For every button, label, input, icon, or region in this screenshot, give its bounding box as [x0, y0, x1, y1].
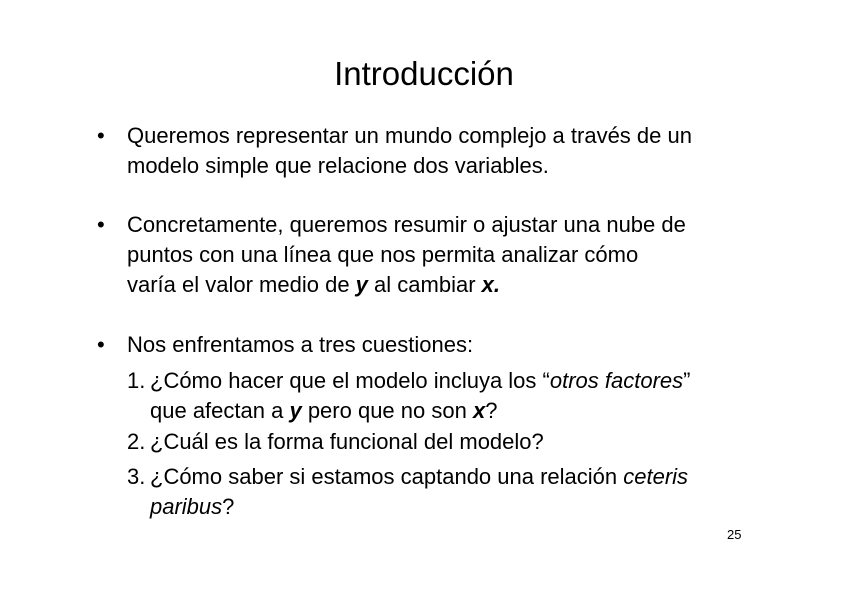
slide-title: Introducción — [334, 55, 514, 92]
question-number: 1. — [127, 368, 146, 393]
text-run: varía el valor medio de — [127, 272, 356, 297]
bullet-line — [127, 270, 686, 300]
text-run: ? — [485, 398, 498, 423]
bullet-text — [127, 121, 692, 181]
italic-run: paribus — [150, 494, 223, 519]
bullet-marker: • — [97, 332, 105, 357]
question-line — [150, 396, 690, 426]
variable-y: y — [289, 398, 302, 423]
italic-run: ceteris — [623, 464, 689, 489]
variable-x: x — [472, 398, 486, 423]
bullet-marker: • — [97, 123, 105, 148]
text-run: pero que no son — [301, 398, 473, 423]
bullet-text — [127, 210, 686, 300]
question-number: 2. — [127, 429, 146, 454]
bullet-line: Nos enfrentamos a tres cuestiones: — [127, 332, 474, 357]
question-line — [150, 462, 688, 492]
question-text — [150, 366, 690, 426]
bullet-line: puntos con una línea que nos permita analizar cómo — [127, 242, 639, 267]
bullet-marker: • — [97, 212, 105, 237]
text-run: que afectan a — [150, 398, 290, 423]
text-run: ¿Cómo saber si estamos captando una relación — [150, 464, 624, 489]
text-run: ¿Cómo hacer que el modelo incluya los “ — [150, 368, 550, 393]
bullet-line: Concretamente, queremos resumir o ajustar una nube de — [127, 212, 686, 237]
question-line — [150, 366, 690, 396]
variable-y: y — [355, 272, 368, 297]
question-text — [150, 427, 544, 457]
text-run: ? — [222, 494, 235, 519]
question-line: ¿Cuál es la forma funcional del modelo? — [150, 429, 544, 454]
italic-run: otros factores — [549, 368, 684, 393]
bullet-text — [127, 330, 473, 360]
text-run: al cambiar — [367, 272, 482, 297]
text-run: ” — [683, 368, 691, 393]
question-text — [150, 462, 688, 522]
bullet-line: Queremos representar un mundo complejo a través de un — [127, 123, 692, 148]
question-line — [150, 492, 688, 522]
bullet-line: modelo simple que relacione dos variables. — [127, 153, 549, 178]
variable-x: x. — [481, 272, 500, 297]
question-number: 3. — [127, 464, 146, 489]
page-number: 25 — [727, 527, 742, 542]
